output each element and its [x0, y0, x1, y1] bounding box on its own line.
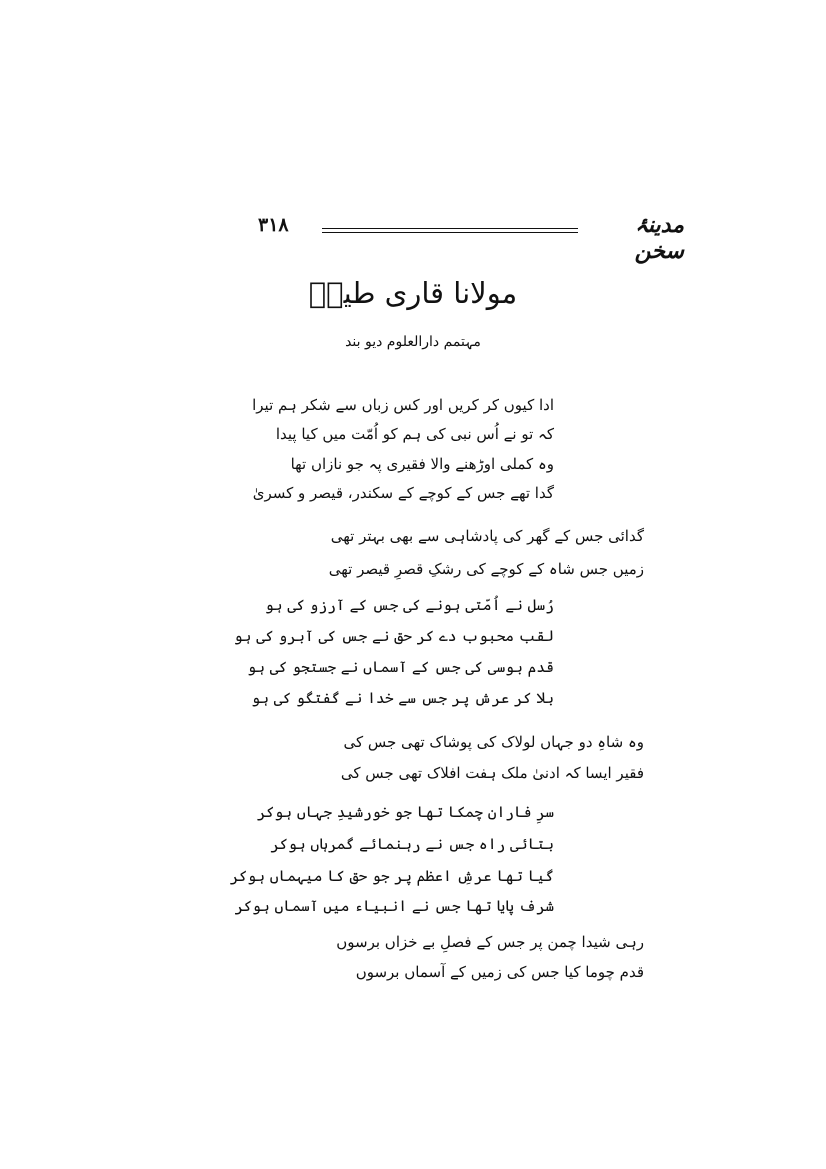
verse-line: وہ کملی اوڑھنے والا فقیری پہ جو نازاں تھا [290, 455, 554, 473]
verse-line: کہ تو نے اُس نبی کی ہم کو اُمّت میں کیا پیدا [275, 425, 554, 443]
verse-line: فقیر ایسا کہ ادنیٰ ملک ہفت افلاک تھی جس کی [340, 764, 644, 782]
verse-line: بتائی راہ جس نے رہنمائے گمرہاں ہوکر [270, 835, 554, 853]
verse-line: بلا کر عرش پر جس سے خدا نے گفتگو کی ہو [251, 689, 554, 707]
verse-line: گدائی جس کے گھر کی پادشاہی سے بھی بہتر تھی [330, 527, 644, 545]
verse-line: شرف پایا تھا جس نے انبیاء میں آسماں ہوکر [234, 897, 554, 915]
verse-line: زمیں جس شاہ کے کوچے کی رشکِ قصرِ قیصر تھی [328, 560, 644, 578]
verse-line: لقب محبوب دے کر حق نے جس کی آبرو کی ہو [233, 627, 554, 645]
header-rule-bottom [322, 232, 578, 233]
verse-line: قدم چوما کیا جس کی زمیں کے آسماں برسوں [355, 963, 644, 981]
verse-line: رہی شیدا چمن پر جس کے فصلِ بے خزاں برسوں [336, 933, 644, 951]
verse-line: سرِ فاران چمکا تھا جو خورشیدِ جہاں ہوکر [256, 803, 554, 821]
page-header [0, 212, 826, 264]
verse-line: گیا تھا عرشِ اعظم پر جو حق کا میہماں ہوکر [229, 867, 554, 885]
verse-line: رُسل نے اُمّتی ہونے کی جس کے آرزو کی ہو [264, 596, 554, 614]
poet-name: مولانا قاری طیبؔ [308, 276, 518, 310]
poet-subtitle: مہتمم دارالعلوم دیو بند [345, 334, 481, 350]
verse-line: ادا کیوں کر کریں اور کس زباں سے شکر ہم تیرا [252, 396, 554, 414]
page-number: ۳۱۸ [258, 214, 289, 236]
verse-line: گدا تھے جس کے کوچے کے سکندر، قیصر و کسریٰ [252, 484, 554, 502]
header-rule-top [322, 228, 578, 229]
running-book-title: مدینۂ سخن [634, 212, 684, 264]
verse-line: قدم بوسی کی جس کے آسماں نے جستجو کی ہو [247, 658, 554, 676]
verse-line: وہ شاہِ دو جہاں لولاک کی پوشاک تھی جس کی [343, 733, 644, 751]
